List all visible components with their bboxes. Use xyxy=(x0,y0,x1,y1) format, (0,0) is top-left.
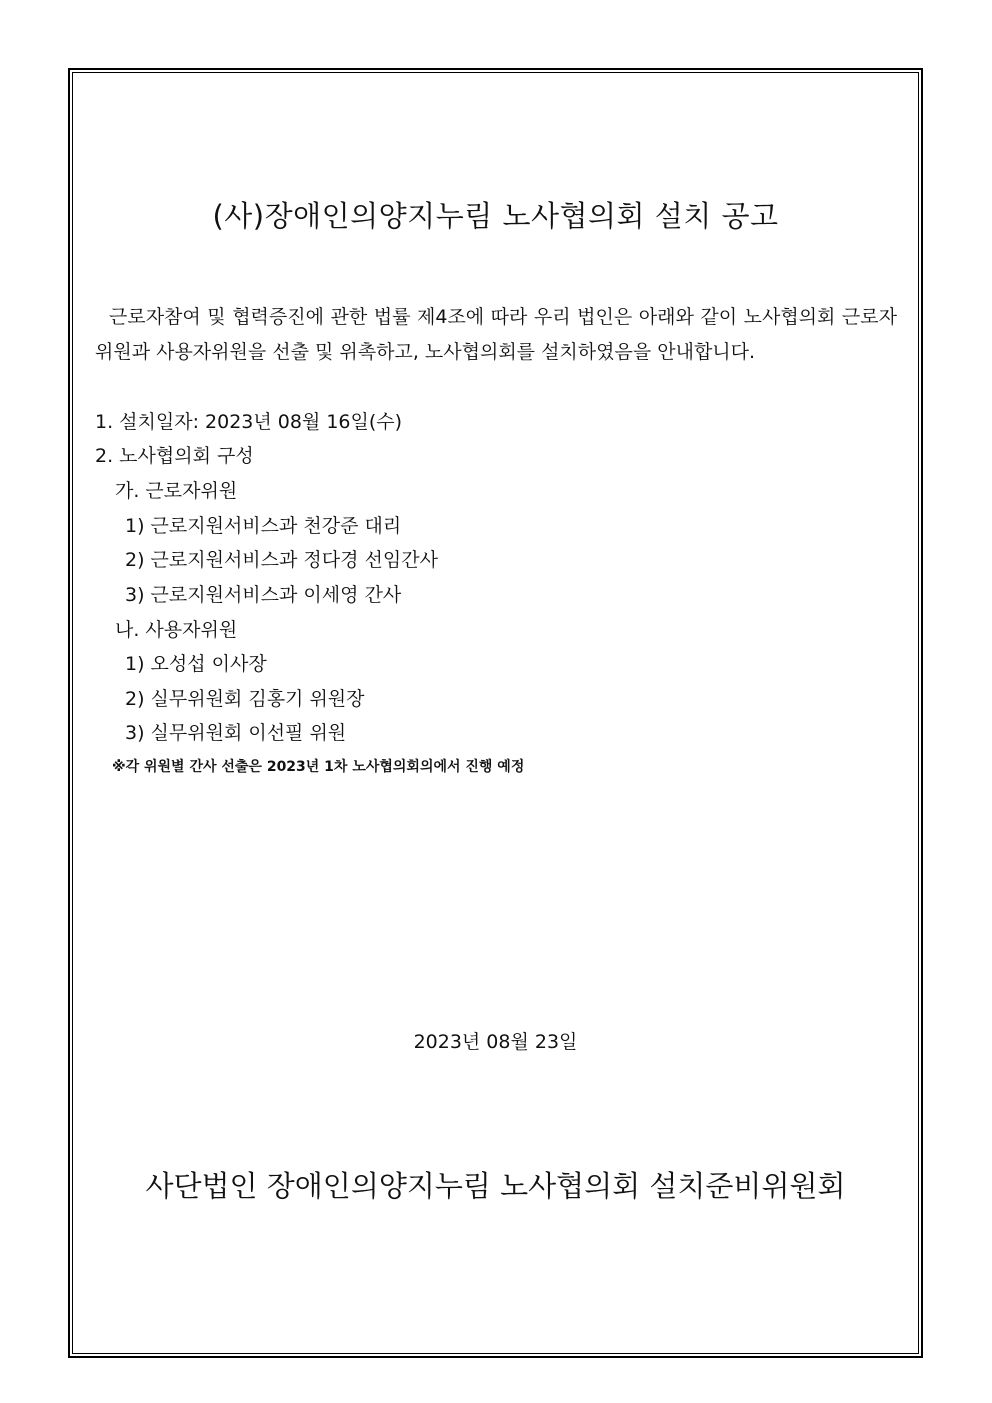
intro-paragraph xyxy=(95,300,897,370)
worker-member-2: 2) 근로지원서비스과 정다경 선임간사 xyxy=(125,549,438,571)
page-border-inner xyxy=(72,72,919,1354)
signature-issuer: 사단법인 장애인의양지누림 노사협의회 설치준비위원회 xyxy=(145,1169,846,1203)
employer-member-3: 3) 실무위원회 이선필 위원 xyxy=(125,722,347,744)
document-title: (사)장애인의양지누림 노사협의회 설치 공고 xyxy=(212,199,779,233)
employer-member-1: 1) 오성섭 이사장 xyxy=(125,653,267,675)
intro-text: 근로자참여 및 협력증진에 관한 법률 제4조에 따라 우리 법인은 아래와 같이 노사협의회 근로자위원과 사용자위원을 선출 및 위촉하고, 노사협의회를 설치하였음을 안내합니다. xyxy=(95,306,897,363)
worker-member-1: 1) 근로지원서비스과 천강준 대리 xyxy=(125,515,402,537)
group-label-workers: 가. 근로자위원 xyxy=(115,480,238,502)
employer-member-2: 2) 실무위원회 김홍기 위원장 xyxy=(125,688,365,710)
notice-date: 2023년 08월 23일 xyxy=(413,1031,578,1053)
worker-member-3: 3) 근로지원서비스과 이세영 간사 xyxy=(125,584,402,606)
item-composition: 2. 노사협의회 구성 xyxy=(95,445,254,467)
note-text: ※각 위원별 간사 선출은 2023년 1차 노사협의회의에서 진행 예정 xyxy=(112,759,525,775)
group-label-employers: 나. 사용자위원 xyxy=(115,619,238,641)
item-install-date: 1. 설치일자: 2023년 08월 16일(수) xyxy=(95,411,403,433)
